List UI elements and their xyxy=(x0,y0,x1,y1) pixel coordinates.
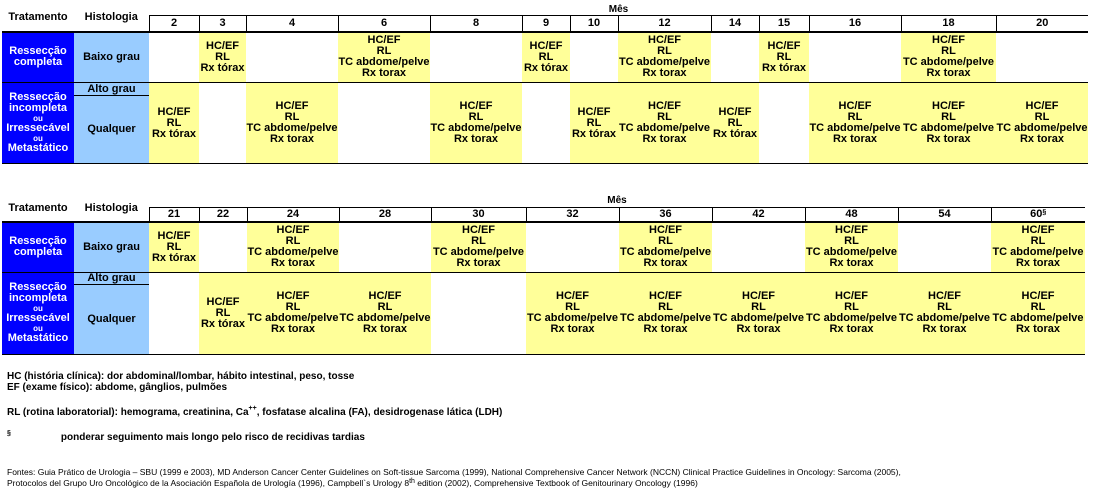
month-label: 16 xyxy=(809,16,901,32)
month-label: 22 xyxy=(199,207,247,222)
month-label: 14 xyxy=(711,16,759,32)
exam-cell xyxy=(712,272,805,354)
row-qualquer: Qualquer xyxy=(74,284,149,354)
cell-line: TC abdome/pelve xyxy=(247,246,339,259)
cell-line: Rx torax xyxy=(736,323,781,335)
cell-line: RL xyxy=(376,45,392,58)
cell-line: HC/EF xyxy=(648,34,681,47)
cell-line: TC abdome/pelve xyxy=(992,246,1084,259)
cell-line: RL xyxy=(468,111,484,123)
month-label: 2 xyxy=(149,16,199,32)
exam-cell xyxy=(246,83,338,164)
cell-line: RL xyxy=(285,235,301,248)
cell-line: Rx tórax xyxy=(151,127,197,140)
cell-line: RL xyxy=(565,301,580,313)
cell-line: RL xyxy=(166,116,182,129)
month-label: 21 xyxy=(149,207,199,222)
section-mark: § xyxy=(7,430,11,437)
exam-cell xyxy=(619,222,712,272)
cell-line: RL xyxy=(941,45,956,58)
cell-line: HC/EF xyxy=(206,295,240,308)
row-ressec-incompleta xyxy=(2,83,74,164)
cell-line: HC/EF xyxy=(718,105,752,118)
header-mes: Mês xyxy=(149,4,1088,16)
exam-cell xyxy=(996,83,1088,164)
empty-cell xyxy=(711,32,759,83)
sources-text: edition (2002), Comprehensive Textbook of Genitourinary Oncology (1996) xyxy=(414,478,698,488)
empty-cell xyxy=(430,32,522,83)
cell-line: Rx torax xyxy=(926,67,971,80)
row-baixo-grau: Baixo grau xyxy=(74,32,149,83)
header-tratamento: Tratamento xyxy=(2,4,74,32)
cell-line: RL xyxy=(538,50,554,63)
note-text: RL (rotina laboratorial): hemograma, creatinina, Ca xyxy=(7,407,249,418)
cell-line: RL xyxy=(215,50,230,63)
cell-line: Rx tórax xyxy=(200,317,246,330)
exam-cell xyxy=(339,272,431,354)
exam-cell xyxy=(570,83,618,164)
cell-line: Rx tórax xyxy=(571,127,617,140)
month-label: 3 xyxy=(199,16,246,32)
row-label: Ressecção incompleta xyxy=(8,281,68,304)
cell-line: TC abdome/pelve xyxy=(618,56,711,69)
note-rl xyxy=(7,407,502,418)
header-histologia: Histologia xyxy=(74,4,149,32)
month-label: 48 xyxy=(805,207,898,222)
cell-line: Rx torax xyxy=(829,323,874,335)
cell-line: RL xyxy=(847,111,863,123)
header-tratamento: Tratamento xyxy=(2,195,74,222)
empty-cell xyxy=(712,222,805,272)
month-label: 32 xyxy=(526,207,619,222)
cell-line: RL xyxy=(844,301,859,313)
exam-cell xyxy=(338,32,430,83)
exam-cell xyxy=(805,272,898,354)
cell-line: Rx torax xyxy=(829,257,874,270)
month-label: 20 xyxy=(996,16,1088,32)
cell-line: Rx tórax xyxy=(200,61,245,74)
cell-line: HC/EF xyxy=(835,290,868,302)
exam-cell xyxy=(430,83,522,164)
exam-cell xyxy=(149,83,199,164)
cell-line: HC/EF xyxy=(648,100,681,112)
sources-line xyxy=(7,478,901,489)
empty-cell xyxy=(526,222,619,272)
cell-line: TC abdome/pelve xyxy=(805,246,898,259)
row-label: ou xyxy=(33,304,43,313)
cell-line: HC/EF xyxy=(459,100,493,112)
cell-line: Rx torax xyxy=(453,133,499,145)
cell-line: HC/EF xyxy=(932,100,965,112)
cell-line: Rx torax xyxy=(456,257,501,270)
cell-line: Rx torax xyxy=(642,67,687,80)
month-label: 4 xyxy=(246,16,338,32)
cell-line: RL xyxy=(377,301,393,313)
cell-line: HC/EF xyxy=(556,290,589,302)
empty-cell xyxy=(522,83,570,164)
empty-cell xyxy=(199,83,246,164)
sources-text: Protocolos del Grupo Uro Oncológico de la Asociación Española de Urología (1996), Campbell`s Urology 8 xyxy=(7,478,410,488)
exam-cell xyxy=(809,83,901,164)
cell-line: HC/EF xyxy=(275,100,309,112)
cell-line: TC abdome/pelve xyxy=(902,56,995,69)
cell-line: HC/EF xyxy=(367,34,401,47)
cell-line: RL xyxy=(941,111,956,123)
empty-cell xyxy=(339,222,431,272)
cell-line: RL xyxy=(751,301,766,313)
exam-cell xyxy=(991,222,1085,272)
cell-line: Rx tórax xyxy=(151,251,197,264)
cell-line: HC/EF xyxy=(835,224,868,237)
cell-line: TC abdome/pelve xyxy=(526,312,619,324)
cell-line: HC/EF xyxy=(462,224,495,237)
month-label xyxy=(991,207,1085,222)
cell-line: TC abdome/pelve xyxy=(619,246,712,259)
exam-cell xyxy=(526,272,619,354)
month-label: 42 xyxy=(712,207,805,222)
month-label: 24 xyxy=(247,207,339,222)
month-label: 10 xyxy=(570,16,618,32)
exam-cell xyxy=(522,32,570,83)
empty-cell xyxy=(809,32,901,83)
cell-line: RL xyxy=(284,111,300,123)
row-label: Ressecção incompleta xyxy=(8,91,68,114)
cell-line: HC/EF xyxy=(838,100,872,112)
row-label: Metastático xyxy=(7,142,69,154)
month-label: 18 xyxy=(901,16,996,32)
row-alto-grau: Alto grau xyxy=(74,83,149,96)
cell-line: RL xyxy=(657,45,672,58)
exam-cell xyxy=(247,222,339,272)
row-baixo-grau: Baixo grau xyxy=(74,222,149,272)
row-label: ou xyxy=(33,134,43,143)
exam-cell xyxy=(618,83,711,164)
cell-line: Rx tórax xyxy=(712,127,758,140)
empty-cell xyxy=(149,272,199,354)
cell-line: TC abdome/pelve xyxy=(992,312,1084,324)
row-label: Ressecção completa xyxy=(9,235,67,259)
cell-line: TC abdome/pelve xyxy=(338,56,430,69)
empty-cell xyxy=(199,222,247,272)
follow-up-table-2 xyxy=(2,195,1085,355)
cell-line: HC/EF xyxy=(1025,100,1059,112)
exam-cell xyxy=(431,222,526,272)
cell-line: Rx torax xyxy=(643,323,688,335)
cell-line: Rx torax xyxy=(270,323,316,335)
cell-line: HC/EF xyxy=(157,105,191,118)
cell-line: TC abdome/pelve xyxy=(902,122,995,134)
row-label: Irressecável xyxy=(6,122,70,134)
month-label: 30 xyxy=(431,207,526,222)
month-label: 8 xyxy=(430,16,522,32)
cell-line: RL xyxy=(1030,301,1046,313)
note-text: ponderar seguimento mais longo pelo risco de recidivas tardias xyxy=(60,432,365,443)
cell-line: RL xyxy=(166,240,182,253)
exam-cell xyxy=(805,222,898,272)
row-label: ou xyxy=(33,324,43,333)
sources xyxy=(7,467,901,489)
exam-cell xyxy=(901,83,996,164)
month-label: 54 xyxy=(898,207,991,222)
cell-line: RL xyxy=(844,235,859,248)
cell-line: RL xyxy=(776,50,792,63)
cell-line: Rx torax xyxy=(550,323,595,335)
cell-line: RL xyxy=(285,301,301,313)
exam-cell xyxy=(711,83,759,164)
exam-cell xyxy=(898,272,991,354)
cell-line: HC/EF xyxy=(649,224,682,237)
cell-line: TC abdome/pelve xyxy=(619,312,712,324)
exam-cell xyxy=(247,272,339,354)
exam-cell xyxy=(149,222,199,272)
cell-line: HC/EF xyxy=(529,39,563,52)
row-alto-grau: Alto grau xyxy=(74,272,149,284)
row-label: Ressecção completa xyxy=(9,45,67,69)
row-ressec-incompleta xyxy=(2,272,74,354)
note-ef: EF (exame físico): abdome, gânglios, pulmões xyxy=(7,382,228,393)
empty-cell xyxy=(338,83,430,164)
month-label: 6 xyxy=(338,16,430,32)
cell-line: HC/EF xyxy=(767,39,801,52)
header-mes: Mês xyxy=(149,195,1085,207)
cell-line: RL xyxy=(1034,111,1050,123)
empty-cell xyxy=(246,32,338,83)
row-ressec-completa xyxy=(2,32,74,83)
exam-cell xyxy=(991,272,1085,354)
cell-line: TC abdome/pelve xyxy=(432,246,525,259)
note-text: , fosfatase alcalina (FA), desidrogenase lática (LDH) xyxy=(256,407,503,418)
row-qualquer: Qualquer xyxy=(74,96,149,164)
month-label: 28 xyxy=(339,207,431,222)
cell-line: Rx torax xyxy=(362,323,408,335)
cell-line: Rx torax xyxy=(1019,133,1065,145)
row-label: Metastático xyxy=(7,332,69,344)
cell-line: Rx tórax xyxy=(523,61,569,74)
exam-cell xyxy=(618,32,711,83)
cell-line: RL xyxy=(657,111,672,123)
cell-line: Rx tórax xyxy=(761,61,807,74)
cell-line: RL xyxy=(1030,235,1046,248)
exam-cell xyxy=(759,32,809,83)
cell-line: Rx torax xyxy=(361,67,407,80)
cell-line: RL xyxy=(471,235,486,248)
cell-line: Rx torax xyxy=(1015,257,1061,270)
cell-line: TC abdome/pelve xyxy=(712,312,805,324)
empty-cell xyxy=(898,222,991,272)
exam-cell xyxy=(199,32,246,83)
exam-cell xyxy=(199,272,247,354)
cell-line: TC abdome/pelve xyxy=(996,122,1088,134)
month-value: 60 xyxy=(1030,207,1043,220)
empty-cell xyxy=(570,32,618,83)
empty-cell xyxy=(431,272,526,354)
exam-cell xyxy=(619,272,712,354)
month-label: 36 xyxy=(619,207,712,222)
cell-line: HC/EF xyxy=(932,34,965,47)
cell-line: RL xyxy=(727,116,743,129)
cell-line: HC/EF xyxy=(276,290,310,302)
empty-cell xyxy=(149,32,199,83)
cell-line: Rx torax xyxy=(832,133,878,145)
cell-line: HC/EF xyxy=(742,290,775,302)
row-label: ou xyxy=(33,114,43,123)
row-label: Irressecável xyxy=(6,312,70,324)
cell-line: HC/EF xyxy=(206,39,239,52)
cell-line: TC abdome/pelve xyxy=(805,312,898,324)
follow-up-table-1 xyxy=(2,4,1088,164)
header-histologia: Histologia xyxy=(74,195,149,222)
exam-cell xyxy=(901,32,996,83)
cell-line: Rx torax xyxy=(643,257,688,270)
cell-line: Rx torax xyxy=(926,133,971,145)
cell-line: Rx torax xyxy=(1015,323,1061,335)
cell-line: HC/EF xyxy=(276,224,310,237)
empty-cell xyxy=(759,83,809,164)
month-label: 15 xyxy=(759,16,809,32)
cell-line: RL xyxy=(215,306,231,319)
cell-line: TC abdome/pelve xyxy=(809,122,901,134)
cell-line: Rx torax xyxy=(270,257,316,270)
cell-line: HC/EF xyxy=(1021,224,1055,237)
cell-line: HC/EF xyxy=(649,290,682,302)
cell-line: RL xyxy=(586,116,602,129)
empty-cell xyxy=(996,32,1088,83)
month-label: 9 xyxy=(522,16,570,32)
cell-line: TC abdome/pelve xyxy=(430,122,522,134)
cell-line: Rx torax xyxy=(269,133,315,145)
cell-line: HC/EF xyxy=(368,290,402,302)
note-hc: HC (história clínica): dor abdominal/lombar, hábito intestinal, peso, tosse xyxy=(7,371,355,382)
cell-line: HC/EF xyxy=(157,229,191,242)
section-mark: § xyxy=(1042,208,1047,216)
cell-line: TC abdome/pelve xyxy=(898,312,991,324)
cell-line: HC/EF xyxy=(1021,290,1055,302)
cell-line: RL xyxy=(937,301,952,313)
cell-line: TC abdome/pelve xyxy=(339,312,431,324)
note-section xyxy=(7,432,365,443)
cell-line: TC abdome/pelve xyxy=(247,312,339,324)
cell-line: Rx torax xyxy=(642,133,687,145)
cell-line: HC/EF xyxy=(928,290,961,302)
cell-line: Rx torax xyxy=(922,323,967,335)
row-ressec-completa xyxy=(2,222,74,272)
cell-line: TC abdome/pelve xyxy=(618,122,711,134)
month-label: 12 xyxy=(618,16,711,32)
cell-line: RL xyxy=(658,235,673,248)
superscript: ++ xyxy=(248,405,257,412)
sources-line: Fontes: Guia Prático de Urologia – SBU (1999 e 2003), MD Anderson Cancer Center Guidelines on Soft-tissue Sarcoma (1999), National Comprehensive Cancer Network (NCCN) Clinical Practice Guidelines in Oncology: Sarcoma (2005), xyxy=(7,467,901,477)
cell-line: HC/EF xyxy=(577,105,611,118)
cell-line: RL xyxy=(658,301,673,313)
cell-line: TC abdome/pelve xyxy=(246,122,338,134)
superscript: th xyxy=(409,478,415,485)
